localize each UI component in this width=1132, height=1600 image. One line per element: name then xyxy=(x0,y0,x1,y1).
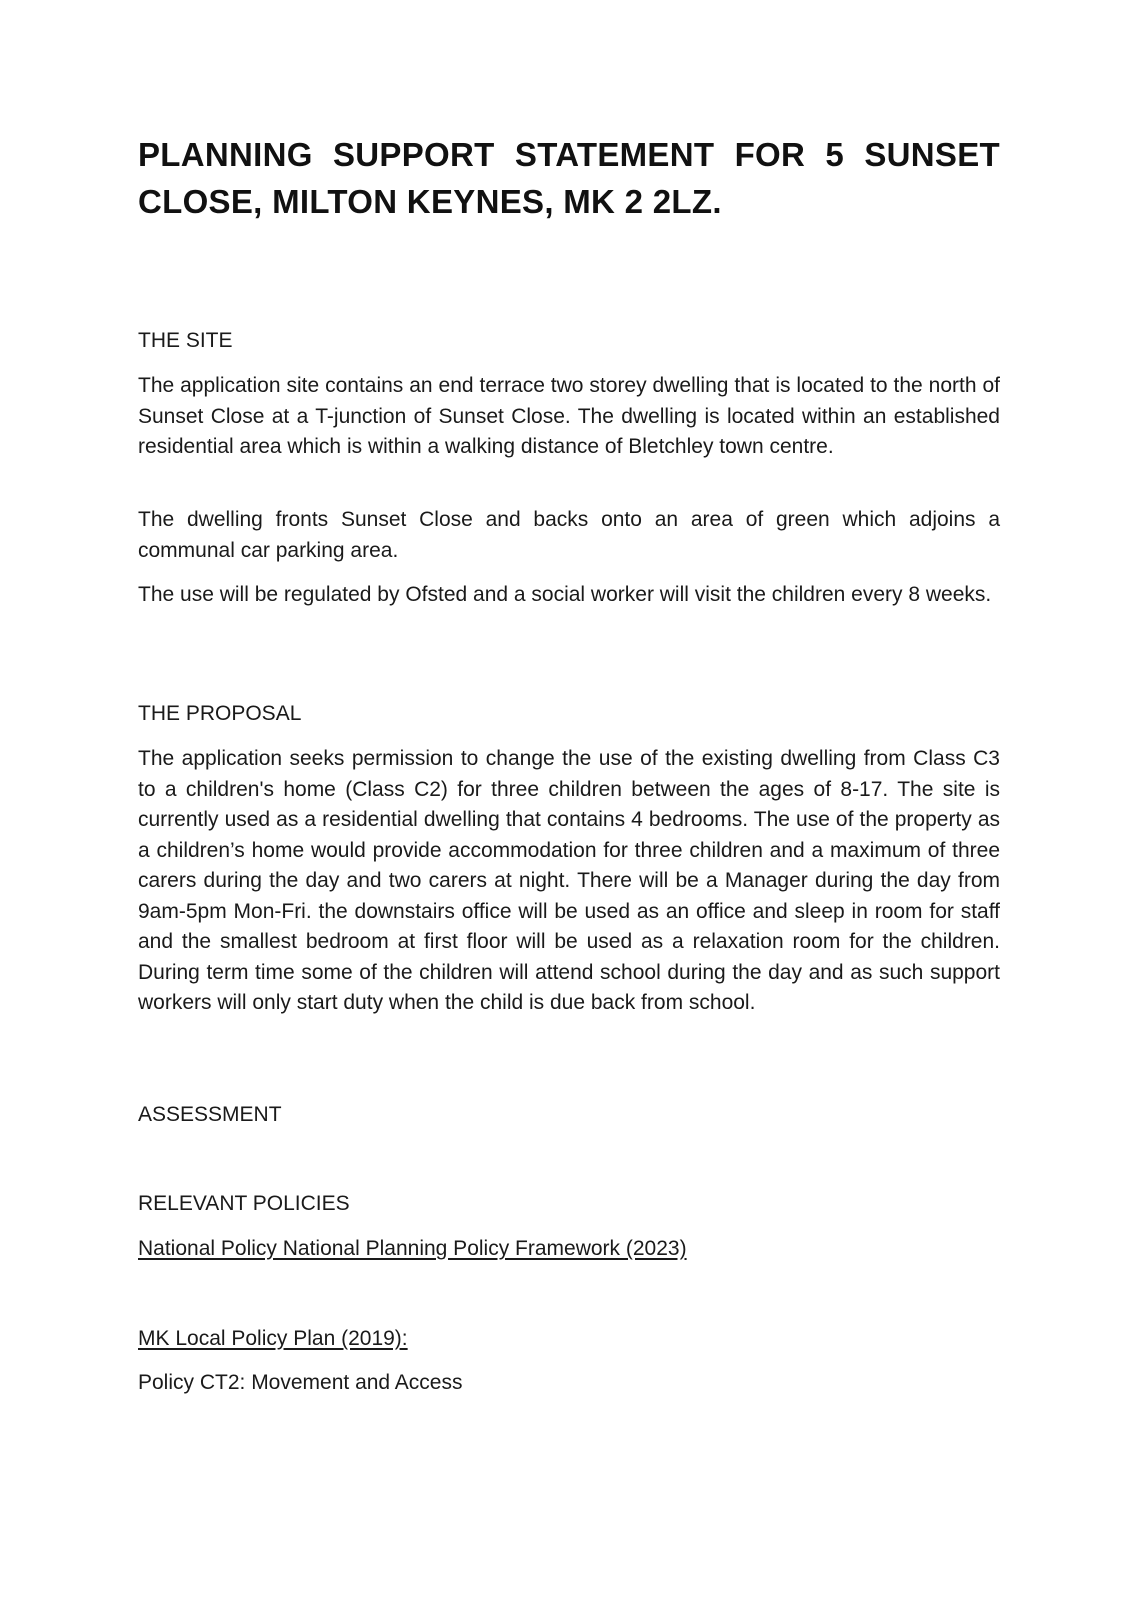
site-paragraph-3: The use will be regulated by Ofsted and a social worker will visit the children every 8 weeks. xyxy=(138,583,992,606)
proposal-paragraph-1: The application seeks permission to change the use of the existing dwelling from Class C3 to a children's home (Class C2) for three children between the ages of 8-17. The site is currently used as a residential dwelling that contains 4 bedrooms. The use of the property as a children’s home would provide accommodation for three children and a maximum of three carers during the day and two carers at night. There will be a Manager during the day from 9am-5pm Mon-Fri. the downstairs office will be used as an office and sleep in room for staff and the smallest bedroom at first floor will be used as a relaxation room for the children. During term time some of the children will attend school during the day and as such support workers will only start duty when the child is due back from school. xyxy=(138,747,1000,1014)
section-heading-policies: RELEVANT POLICIES xyxy=(138,1192,350,1215)
site-paragraph-2: The dwelling fronts Sunset Close and backs onto an area of green which adjoins a communal car parking area. xyxy=(138,508,1000,562)
site-paragraph-1: The application site contains an end terrace two storey dwelling that is located to the north of Sunset Close at a T-junction of Sunset Close. The dwelling is located within an established residential area which is within a walking distance of Bletchley town centre. xyxy=(138,374,1000,458)
national-policy-link[interactable]: National Policy National Planning Policy Framework (2023) xyxy=(138,1237,687,1260)
local-plan-link[interactable]: MK Local Policy Plan (2019): xyxy=(138,1327,408,1350)
section-heading-assessment: ASSESSMENT xyxy=(138,1103,282,1126)
section-heading-proposal: THE PROPOSAL xyxy=(138,702,302,725)
section-heading-site: THE SITE xyxy=(138,329,233,352)
policy-item: Policy CT2: Movement and Access xyxy=(138,1371,463,1394)
document-title: PLANNING SUPPORT STATEMENT FOR 5 SUNSET CLOSE, MILTON KEYNES, MK 2 2LZ. xyxy=(138,136,1000,220)
